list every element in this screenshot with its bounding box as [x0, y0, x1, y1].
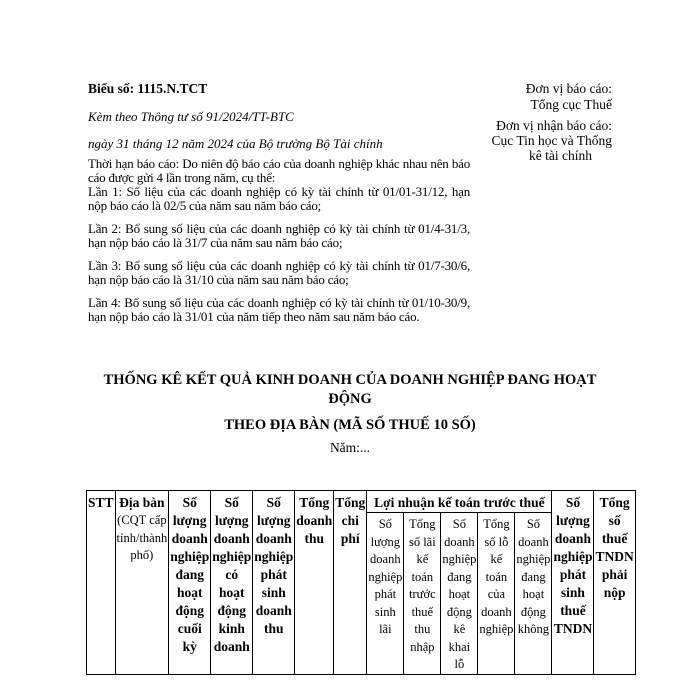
header-total-revenue: Tổng doanh thu [295, 491, 334, 675]
subheader-total-loss: Tổng số lỗ kế toán của doanh nghiệp [478, 513, 515, 675]
header-count-operating: Số lượng doanh nghiệp có hoạt động kinh doanh [211, 491, 253, 675]
deadline-round-2: Lần 2: Bổ sung số liệu của các doanh nghiệp có kỳ tài chính từ 01/4-31/3, hạn nộp báo cáo là 31/7 của năm sau năm báo cáo; [88, 221, 470, 250]
deadline-round-3: Lần 3: Bổ sung số liệu của các doanh nghiệp có kỳ tài chính từ 01/7-30/6, hạn nộp báo cáo là 31/10 của năm sau năm báo cáo; [88, 258, 470, 287]
receiving-unit [462, 118, 612, 163]
report-subtitle: THEO ĐỊA BÀN (MÃ SỐ THUẾ 10 SỐ) [224, 417, 476, 433]
header-count-active: Số lượng doanh nghiệp đang hoạt động cuối kỳ [169, 491, 211, 675]
receiving-unit-value-1: Cục Tin học và Thống [491, 133, 612, 148]
deadline-round-4: Lần 4: Bổ sung số liệu của các doanh nghiệp có kỳ tài chính từ 01/10-30/9, hạn nộp báo cáo là 31/01 của năm tiếp theo năm sau năm báo cáo. [88, 295, 470, 324]
header-total-cost: Tổng chi phí [334, 491, 367, 675]
issue-date-line: ngày 31 tháng 12 năm 2024 của Bộ trưởng Bộ Tài chính [88, 136, 383, 151]
header-area-note: (CQT cấp tỉnh/thành phố) [116, 513, 168, 562]
reporting-unit-label: Đơn vị báo cáo: [525, 81, 612, 96]
reporting-unit [470, 81, 612, 113]
receiving-unit-value-2: kê tài chính [529, 148, 592, 163]
header-profit-group: Lợi nhuận kế toán trước thuế [367, 491, 552, 513]
reporting-unit-value: Tổng cục Thuế [530, 97, 612, 112]
deadline-round-1: Lần 1: Số liệu của các doanh nghiệp có kỳ tài chính từ 01/01-31/12, hạn nộp báo cáo là 02/5 của năm sau năm báo cáo; [88, 184, 470, 213]
subheader-count-no: Số doanh nghiệp đang hoạt động không [515, 513, 552, 675]
header-stt: STT [87, 491, 116, 675]
deadline-intro: Thời hạn báo cáo: Do niên độ báo cáo của doanh nghiệp khác nhau nên báo cáo được gửi 4 lần trong năm, cụ thể: [88, 156, 470, 185]
header-area [115, 491, 169, 675]
header-total-cit: Tổng số thuế TNDN phải nộp [594, 491, 635, 675]
subheader-count-profit: Số lượng doanh nghiệp phát sinh lãi [367, 513, 404, 675]
report-year: Năm:... [329, 440, 371, 455]
circular-reference: Kèm theo Thông tư số 91/2024/TT-BTC [88, 109, 294, 124]
header-count-cit: Số lượng doanh nghiệp phát sinh thuế TNDN [552, 491, 594, 675]
receiving-unit-label: Đơn vị nhận báo cáo: [496, 118, 612, 133]
statistics-table [86, 490, 636, 675]
header-count-revenue: Số lượng doanh nghiệp phát sinh doanh thu [253, 491, 295, 675]
header-area-title: Địa bàn [119, 495, 165, 510]
table-header-row [87, 491, 636, 513]
subheader-count-loss-active: Số doanh nghiệp đang hoạt động kê khai lỗ [441, 513, 478, 675]
report-title: THỐNG KÊ KẾT QUẢ KINH DOANH CỦA DOANH NGHIỆP ĐANG HOẠT ĐỘNG [103, 372, 597, 407]
subheader-total-profit: Tổng số lãi kế toán trước thuế thu nhập [404, 513, 441, 675]
form-code: Biểu số: 1115.N.TCT [88, 81, 208, 96]
